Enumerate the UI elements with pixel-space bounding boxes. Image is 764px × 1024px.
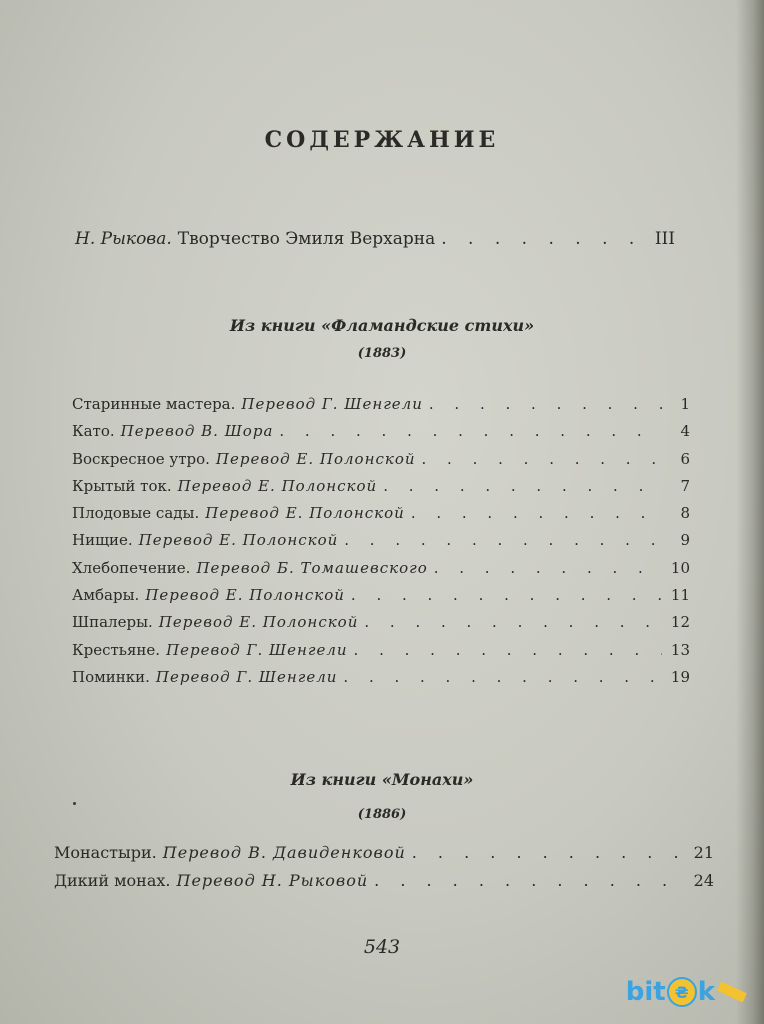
entry-page: 12 xyxy=(670,613,690,632)
section-flemish-title: Из книги «Фламандские стихи» xyxy=(229,316,535,335)
section-monks-year: (1886) xyxy=(357,807,407,822)
section-flemish-year: (1883) xyxy=(357,346,407,361)
entry-translator: Перевод Е. Полонской xyxy=(177,476,378,495)
watermark-text-right: k xyxy=(697,977,715,1007)
leader-dots xyxy=(412,843,686,862)
entry-title: Монастыри. xyxy=(54,843,157,862)
entry-title: Плодовые сады. xyxy=(72,504,200,523)
page-edge-shadow xyxy=(736,0,764,1024)
watermark-logo xyxy=(626,974,746,1010)
toc-entry xyxy=(72,395,690,422)
entry-title: Амбары. xyxy=(72,586,140,605)
leader-dots xyxy=(279,422,662,440)
leader-dots xyxy=(374,871,686,890)
entry-title: Крестьяне. xyxy=(72,640,161,659)
leader-dots xyxy=(343,668,662,686)
entry-title: Хлебопечение. xyxy=(72,558,191,577)
leader-dots xyxy=(383,477,662,495)
entry-title: Като. xyxy=(72,422,115,441)
entry-translator: Перевод Е. Полонской xyxy=(205,504,405,523)
toc-entry xyxy=(72,613,690,640)
toc-entry xyxy=(72,504,690,531)
contents-heading: СОДЕРЖАНИЕ xyxy=(264,127,500,153)
coin-icon: ₴ xyxy=(667,977,697,1007)
entry-page: 7 xyxy=(680,476,690,495)
entry-translator: Перевод Е. Полонской xyxy=(158,613,359,632)
leader-dots xyxy=(411,504,662,522)
watermark-text-left: bit xyxy=(625,977,666,1007)
gavel-icon xyxy=(717,982,747,1003)
entry-title: Крытый ток. xyxy=(72,476,172,495)
preface-page: III xyxy=(654,229,675,249)
entry-page: 8 xyxy=(680,504,690,523)
preface-title: Творчество Эмиля Верхарна xyxy=(177,229,436,249)
preface-author: Н. Рыкова. xyxy=(75,229,172,249)
section-monks-title: Из книги «Монахи» xyxy=(290,770,474,789)
leader-dots xyxy=(354,641,662,659)
leader-dots xyxy=(441,229,649,249)
leader-dots xyxy=(422,450,662,468)
entry-translator: Перевод Г. Шенгели xyxy=(241,395,423,413)
preface-entry xyxy=(75,229,675,249)
entry-translator: Перевод Г. Шенгели xyxy=(166,640,348,659)
entry-title: Старинные мастера. xyxy=(72,395,236,413)
leader-dots xyxy=(364,613,662,631)
entry-page: 4 xyxy=(680,422,690,441)
entry-title: Поминки. xyxy=(72,667,150,686)
entry-page: 1 xyxy=(680,395,690,413)
entry-translator: Перевод В. Шора xyxy=(120,422,274,441)
entry-page: 9 xyxy=(680,531,690,550)
toc-entry xyxy=(72,422,690,449)
entry-translator: Перевод В. Давиденковой xyxy=(162,843,406,862)
entry-page: 11 xyxy=(670,586,690,605)
toc-entry xyxy=(72,586,690,613)
entry-translator: Перевод Е. Полонской xyxy=(138,531,339,550)
toc-entry xyxy=(72,668,690,695)
page-number: 543 xyxy=(363,936,401,958)
entry-translator: Перевод Г. Шенгели xyxy=(155,667,338,686)
entry-page: 10 xyxy=(670,558,690,577)
toc-entry xyxy=(72,641,690,668)
entry-translator: Перевод Б. Томашевского xyxy=(196,558,428,577)
toc-entry xyxy=(54,871,714,899)
entry-title: Воскресное утро. xyxy=(72,449,210,468)
toc-entry xyxy=(72,531,690,558)
entry-page: 6 xyxy=(680,449,690,468)
leader-dots xyxy=(434,559,662,577)
toc-entry xyxy=(54,843,714,871)
entry-translator: Перевод Н. Рыковой xyxy=(176,871,369,890)
entry-page: 19 xyxy=(670,667,690,686)
toc-entry xyxy=(72,559,690,586)
toc-list-monks xyxy=(54,843,714,899)
leader-dots xyxy=(344,531,662,549)
entry-page: 13 xyxy=(670,640,690,659)
toc-entry xyxy=(72,450,690,477)
leader-dots xyxy=(429,395,662,413)
entry-page: 21 xyxy=(693,843,714,862)
entry-translator: Перевод Е. Полонской xyxy=(215,449,416,468)
entry-title: Нищие. xyxy=(72,531,133,550)
entry-title: Шпалеры. xyxy=(72,613,153,632)
entry-translator: Перевод Е. Полонской xyxy=(145,586,345,605)
entry-page: 24 xyxy=(693,871,714,890)
paper-speck xyxy=(73,802,76,805)
toc-entry xyxy=(72,477,690,504)
entry-title: Дикий монах. xyxy=(54,871,171,890)
toc-list-flemish xyxy=(72,395,690,695)
leader-dots xyxy=(351,586,662,604)
